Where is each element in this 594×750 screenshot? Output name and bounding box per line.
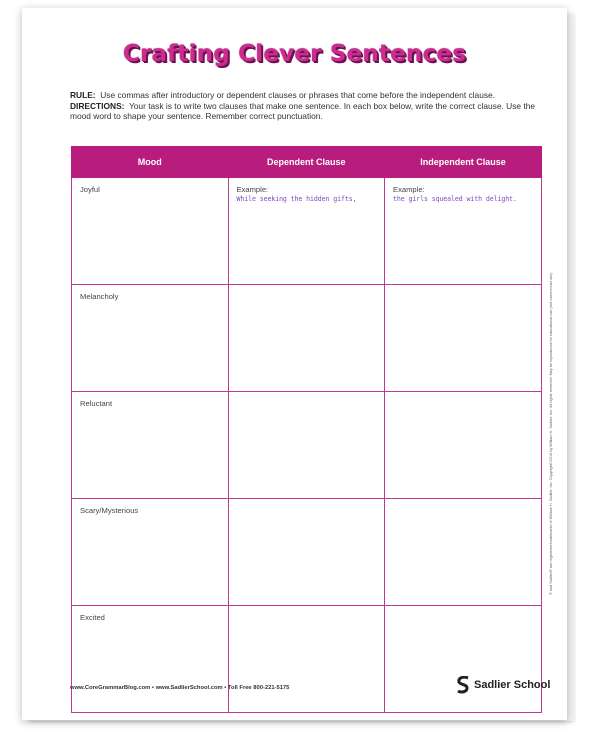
mood-label: Joyful [80, 185, 100, 194]
copyright-note [546, 271, 556, 608]
table-row [72, 606, 542, 713]
instructions [70, 90, 550, 122]
directions-text: Your task is to write two clauses that make one sentence. In each box below, write the correct clause. Use the mood word to shape your sentence. Remember correct punctuation. [70, 100, 536, 122]
mood-cell [72, 499, 229, 606]
mood-cell [72, 178, 229, 285]
mood-label: Reluctant [80, 399, 113, 408]
column-header-mood: Mood [72, 147, 229, 178]
table-row [72, 285, 542, 392]
rule-label: RULE: [70, 90, 96, 100]
footer-links: www.CoreGrammarBlog.com • www.SadlierSchool.com • Toll Free 800-221-5175 [70, 685, 290, 691]
mood-cell [72, 606, 229, 713]
table-header-row [72, 147, 542, 178]
independent-clause-cell[interactable] [385, 285, 542, 392]
rule-text: Use commas after introductory or dependent clauses or phrases that come before the independent clause. [100, 90, 496, 100]
mood-label: Melancholy [80, 292, 119, 301]
column-header-dependent-clause: Dependent Clause [228, 147, 385, 178]
worksheet-page [22, 8, 567, 720]
independent-clause-cell[interactable] [385, 606, 542, 713]
directions-line [70, 101, 550, 122]
independent-clause-cell[interactable] [385, 178, 542, 285]
rule-line [70, 90, 550, 101]
sadlier-s-icon [457, 676, 470, 694]
independent-clause-cell[interactable] [385, 499, 542, 606]
table-row [72, 178, 542, 285]
brand-name: Sadlier School [474, 679, 551, 691]
example-label: Example: [393, 185, 425, 194]
example-dependent-clause: While seeking the hidden gifts, [236, 195, 357, 203]
example-label: Example: [236, 185, 269, 194]
dependent-clause-cell[interactable] [228, 285, 385, 392]
copyright-text: ® and Sadlier® are registered trademarks of William H. Sadlier, Inc. Copyright©2016 by William H. Sadlier, Inc. All rights reserved. May be reproduced for educational use (not commercial use). [549, 271, 553, 595]
mood-cell [72, 392, 229, 499]
table-row [72, 392, 542, 499]
column-header-independent-clause: Independent Clause [385, 147, 542, 178]
independent-clause-cell[interactable] [385, 392, 542, 499]
page-title: Crafting Clever Sentences [122, 41, 467, 67]
mood-cell [72, 285, 229, 392]
sadlier-logo [457, 676, 550, 694]
example-independent-clause: the girls squealed with delight. [393, 195, 517, 203]
clause-table [71, 146, 542, 713]
mood-label: Excited [80, 613, 105, 622]
dependent-clause-cell[interactable] [228, 499, 385, 606]
directions-label: DIRECTIONS: [70, 100, 125, 111]
dependent-clause-cell[interactable] [228, 178, 385, 285]
mood-label: Scary/Mysterious [80, 506, 139, 515]
dependent-clause-cell[interactable] [228, 606, 385, 713]
dependent-clause-cell[interactable] [228, 392, 385, 499]
table-row [72, 499, 542, 606]
